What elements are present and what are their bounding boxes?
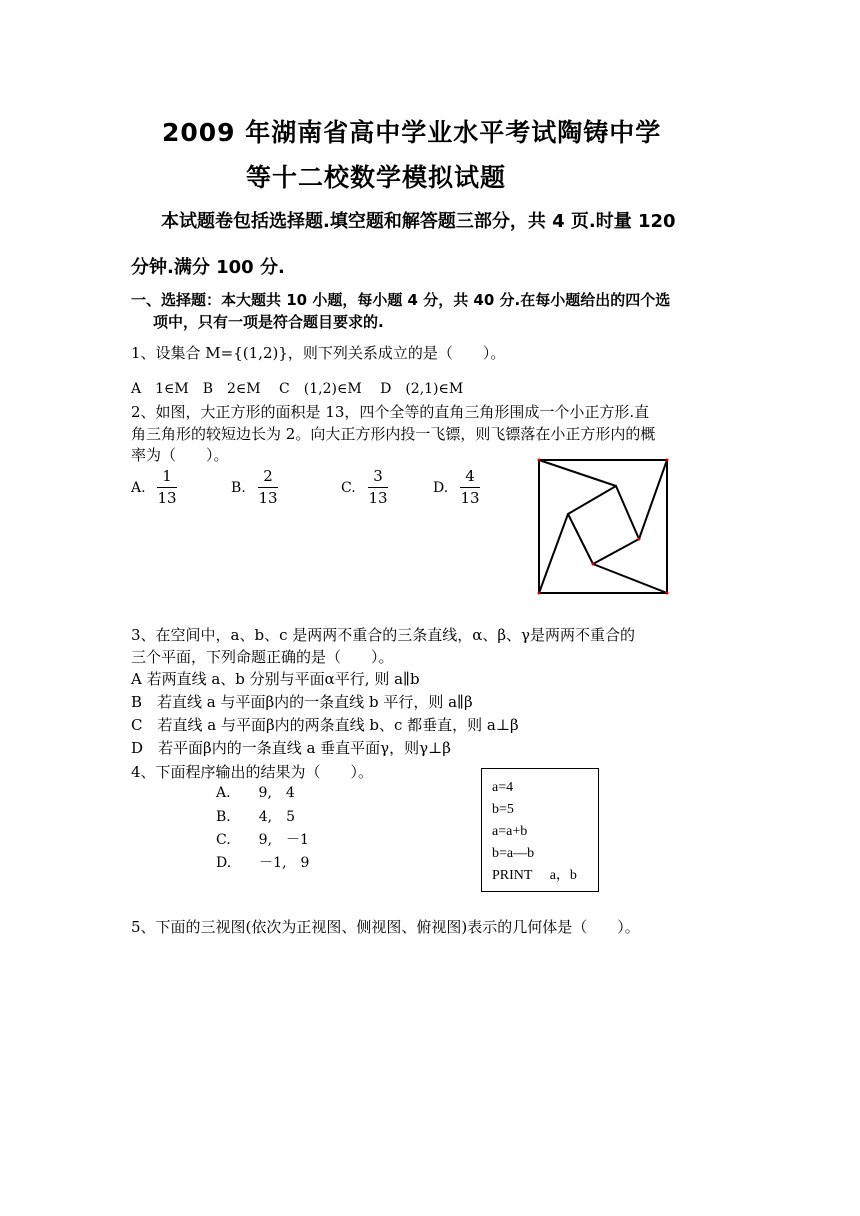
square-pinwheel-figure: [536, 456, 670, 596]
fraction-bar: [460, 487, 480, 488]
q4-option-a: A. 9, 4: [216, 785, 295, 801]
q2-option-c-label: C.: [341, 480, 356, 496]
q2-option-a-denominator: 13: [157, 489, 177, 507]
q2-option-a-fraction: [154, 467, 180, 508]
q1-options: A 1∈M B 2∈M C (1,2)∈M D (2,1)∈M: [131, 381, 464, 397]
program-line: b=5: [492, 802, 514, 817]
q2-line-2: 角三角形的较短边长为 2。向大正方形内投一飞镖，则飞镖落在小正方形内的概: [131, 425, 656, 443]
program-box: [481, 768, 599, 892]
q2-option-c-denominator: 13: [368, 489, 388, 507]
q2-option-c-numerator: 3: [373, 467, 383, 485]
corner-dot: [538, 592, 541, 595]
q2-option-d-fraction: [457, 467, 483, 508]
program-line: a=a+b: [492, 824, 528, 839]
q3-option-d: D 若平面β内的一条直线 a 垂直平面γ，则γ⊥β: [131, 739, 451, 757]
q4-option-d: D. －1, 9: [216, 855, 310, 871]
fraction-bar: [258, 487, 278, 488]
q2-option-c-fraction: [365, 467, 391, 508]
section-heading-line-1: 一、选择题：本大题共 10 小题，每小题 4 分，共 40 分.在每小题给出的四个选: [131, 291, 671, 309]
q2-option-a-numerator: 1: [162, 467, 172, 485]
triangle-edge-4: [539, 514, 568, 593]
q2-option-a-label: A.: [131, 480, 146, 496]
corner-dot: [538, 459, 541, 462]
corner-dot: [592, 563, 595, 566]
q3-line-1: 3、在空间中，a、b、c 是两两不重合的三条直线，α、β、γ是两两不重合的: [131, 626, 636, 644]
fraction-bar: [157, 487, 177, 488]
fraction-bar: [368, 487, 388, 488]
section-heading-line-2: 项中，只有一项是符合题目要求的.: [153, 313, 384, 331]
q5-stem: 5、下面的三视图(依次为正视图、侧视图、俯视图)表示的几何体是（ ）。: [131, 918, 640, 936]
program-line: b=a—b: [492, 846, 535, 861]
corner-dot: [666, 459, 669, 462]
q3-option-b: B 若直线 a 与平面β内的一条直线 b 平行，则 a∥β: [131, 693, 473, 711]
q3-option-c: C 若直线 a 与平面β内的两条直线 b、c 都垂直，则 a⊥β: [131, 716, 519, 734]
program-line: PRINT a，b: [492, 868, 577, 883]
q2-option-b-fraction: [255, 467, 281, 508]
corner-dot: [666, 592, 669, 595]
q2-option-b-denominator: 13: [258, 489, 278, 507]
triangle-edge-2: [639, 460, 667, 539]
triangle-edge-3: [593, 564, 667, 593]
q2-line-1: 2、如图，大正方形的面积是 13，四个全等的直角三角形围成一个小正方形.直: [131, 403, 650, 421]
q2-option-b-label: B.: [231, 480, 246, 496]
q2-option-d-denominator: 13: [460, 489, 480, 507]
q4-stem: 4、下面程序输出的结果为（ ）。: [131, 763, 374, 781]
title-line-1: 2009 年湖南省高中学业水平考试陶铸中学: [162, 118, 662, 147]
q4-option-c: C. 9, －1: [216, 832, 309, 848]
intro-line-1: 本试题卷包括选择题.填空题和解答题三部分，共 4 页.时量 120: [161, 211, 676, 232]
title-line-2: 等十二校数学模拟试题: [246, 163, 507, 192]
q3-line-2: 三个平面，下列命题正确的是（ ）。: [131, 648, 394, 666]
q2-option-b-numerator: 2: [263, 467, 273, 485]
triangle-edge-1: [539, 460, 616, 486]
q2-line-3: 率为（ ）。: [131, 446, 229, 464]
program-line: a=4: [492, 780, 514, 795]
intro-line-2: 分钟.满分 100 分.: [131, 257, 285, 278]
small-square: [568, 486, 639, 564]
large-square: [539, 460, 667, 593]
q2-option-d-numerator: 4: [465, 467, 475, 485]
q2-option-d-label: D.: [433, 480, 449, 496]
q4-option-b: B. 4, 5: [216, 809, 296, 825]
q3-option-a: A 若两直线 a、b 分别与平面α平行, 则 a∥b: [131, 670, 420, 688]
q1-stem: 1、设集合 M={(1,2)}，则下列关系成立的是（ ）。: [131, 344, 506, 362]
corner-dot: [638, 538, 641, 541]
